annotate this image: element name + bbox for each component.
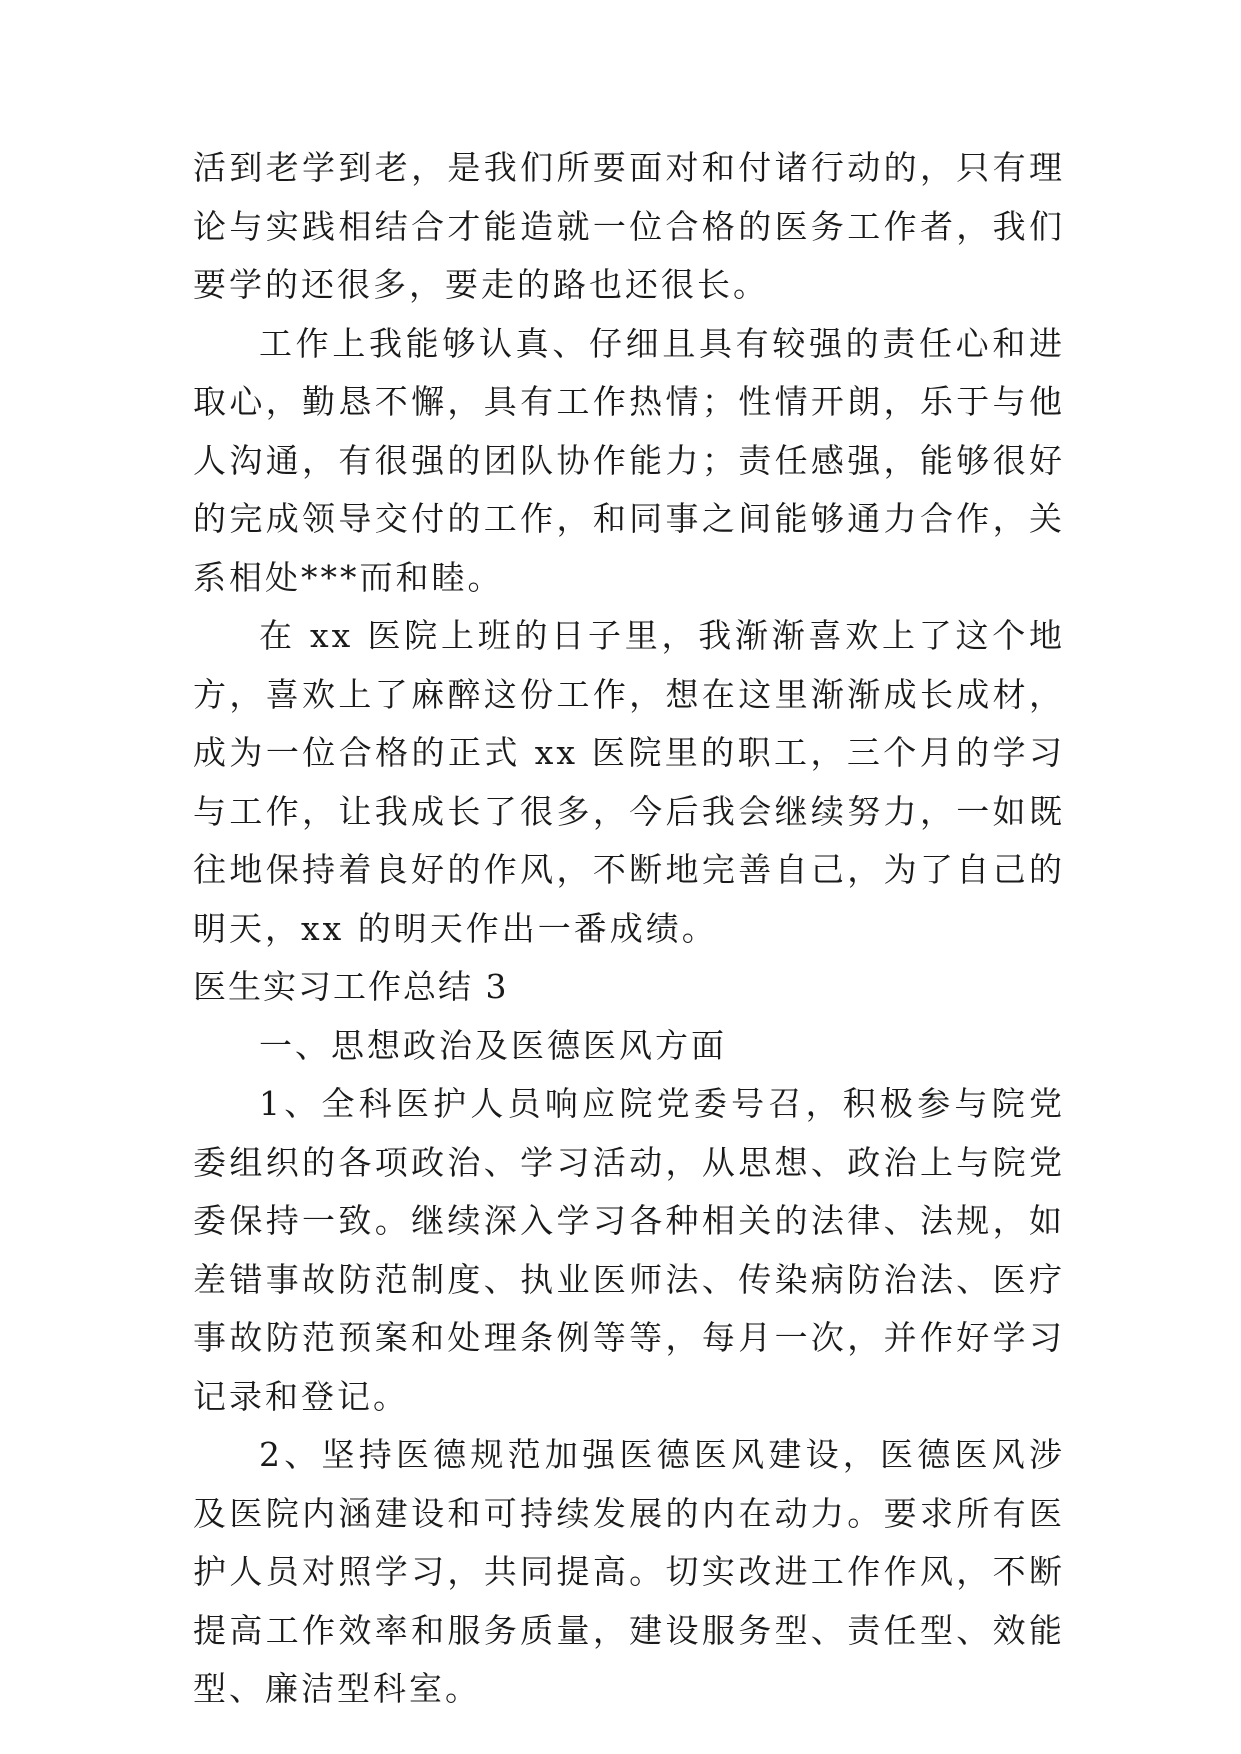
continuation-paragraph: 活到老学到老，是我们所要面对和付诸行动的，只有理论与实践相结合才能造就一位合格的医务工作者，我们要学的还很多，要走的路也还很长。 xyxy=(193,148,1065,304)
work-attitude-paragraph: 工作上我能够认真、仔细且具有较强的责任心和进取心，勤恳不懈，具有工作热情；性情开朗，乐于与他人沟通，有很强的团队协作能力；责任感强，能够很好的完成领导交付的工作，和同事之间能够通力合作，关系相处***而和睦。 xyxy=(193,323,1065,597)
document-body xyxy=(193,139,1065,1719)
subsection-title: 一、思想政治及医德医风方面 xyxy=(259,1025,727,1065)
item-1-paragraph: 1、全科医护人员响应院党委号召，积极参与院党委组织的各项政治、学习活动，从思想、政治上与院党委保持一致。继续深入学习各种相关的法律、法规，如差错事故防范制度、执业医师法、传染病防治法、医疗事故防范预案和处理条例等等，每月一次，并作好学习记录和登记。 xyxy=(193,1084,1065,1416)
hospital-experience-paragraph: 在 xx 医院上班的日子里，我渐渐喜欢上了这个地方，喜欢上了麻醉这份工作，想在这里渐渐成长成材，成为一位合格的正式 xx 医院里的职工，三个月的学习与工作，让我成长了很多，今后我会继续努力，一如既往地保持着良好的作风，不断地完善自己，为了自己的明天，xx 的明天作出一番成绩。 xyxy=(193,616,1065,948)
section-title: 医生实习工作总结 3 xyxy=(193,967,509,1006)
item-2-paragraph: 2、坚持医德规范加强医德医风建设，医德医风涉及医院内涵建设和可持续发展的内在动力。要求所有医护人员对照学习，共同提高。切实改进工作作风，不断提高工作效率和服务质量，建设服务型、责任型、效能型、廉洁型科室。 xyxy=(193,1435,1065,1708)
